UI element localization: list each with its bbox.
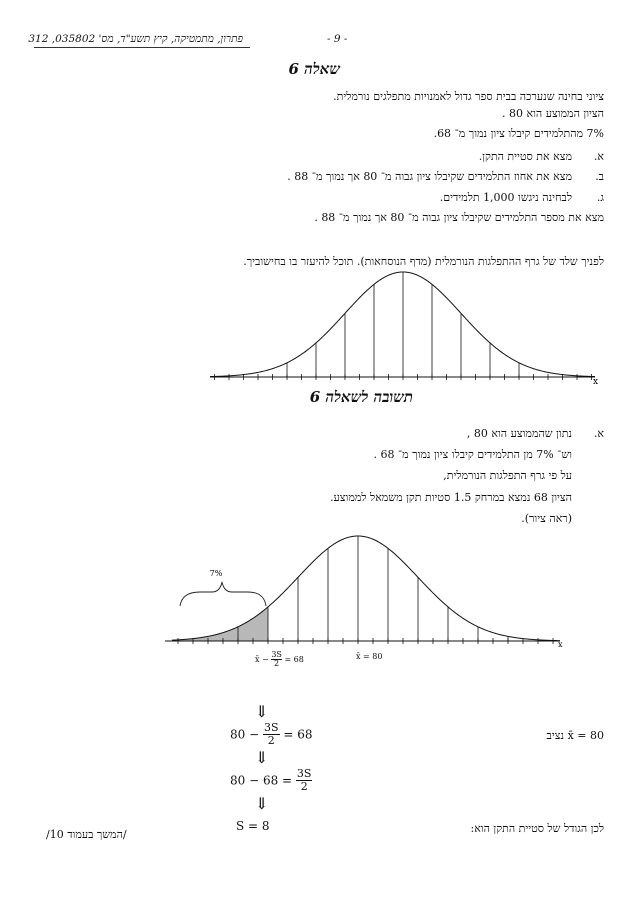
question-line-2: הציון הממוצע הוא 80 . — [502, 107, 604, 120]
question-bell-curve — [200, 265, 610, 390]
answer-line-2: וש־ 7% מן התלמידים קיבלו ציון נמוך מ־ 68 . — [373, 448, 572, 461]
part-c-text: לבחינה ניגשו 1,000 תלמידים. — [439, 191, 572, 204]
part-a-label: א. — [593, 150, 604, 163]
answer-label: א. — [593, 427, 604, 440]
arrow-2: ⇓ — [255, 748, 269, 767]
percent-brace — [180, 582, 266, 606]
part-a-text: מצא את סטיית התקן. — [478, 150, 572, 163]
continued-note: /המשך בעמוד 10/ — [46, 828, 127, 841]
answer-bell-curve — [160, 530, 580, 670]
bell-curve — [210, 272, 595, 377]
derivation-given: x̄ = 80 נציב — [546, 729, 604, 742]
percent-label: 7% — [209, 569, 223, 578]
conclusion-text: לכן הגודל של סטיית התקן הוא: — [470, 822, 604, 835]
question-axis-label: x — [593, 377, 599, 387]
answer-axis-label: x — [558, 640, 563, 649]
answer-line-5: (ראה ציור). — [521, 512, 572, 525]
arrow-3: ⇓ — [255, 794, 269, 813]
answer-line-4: הציון 68 נמצא במרחק 1.5 סטיות תקן משמאל לממוצע. — [330, 491, 572, 504]
part-c-label: ג. — [596, 191, 604, 204]
part-b-label: ב. — [595, 170, 604, 183]
equation-result: S = 8 — [236, 819, 270, 833]
part-c-sub: מצא את מספר התלמידים שקיבלו ציון גבוה מ־ 80 אך נמוך מ־ 88 . — [314, 211, 604, 224]
header-underline — [34, 47, 250, 48]
graph-note: לפניך שלד של גרף ההתפלגות הנורמלית (מדף הנוסחאות). תוכל להיעזר בו בחישוביך. — [243, 255, 604, 268]
answer-line-1: נתון שהממוצע הוא 80 , — [466, 427, 572, 440]
question-line-1: ציוני בחינה שנערכה בבית ספר גדול לאמנויות מתפלגים נורמלית. — [333, 90, 604, 103]
equation-1: 80 − $\frac{3S}{2}$ = 68 — [230, 721, 313, 747]
page-number: - 9 - — [327, 33, 348, 45]
shaded-tail-area — [172, 607, 268, 641]
mean-axis-mark: x̄ = 80 — [356, 652, 383, 661]
bell-curve — [172, 536, 560, 641]
answer-line-3: על פי גרף התפלגות הנורמלית, — [443, 469, 572, 482]
part-b-text: מצא את אחוז התלמידים שקיבלו ציון גבוה מ־ 80 אך נמוך מ־ 88 . — [287, 170, 572, 183]
arrow-1: ⇓ — [255, 702, 269, 721]
answer-title: תשובה לשאלה 6 — [309, 388, 413, 406]
header-info: פתרון, מתמטיקה, קיץ תשע"ד, מס' 035802, 312 — [28, 33, 243, 45]
equation-2: 80 − 68 = $\frac{3S}{2}$ — [230, 767, 312, 793]
question-title: שאלה 6 — [288, 60, 340, 78]
left-axis-mark: x̄ − $\frac{3S}{2}$ = 68 — [255, 650, 304, 668]
question-line-3: 7% מהתלמידים קיבלו ציון נמוך מ־ 68. — [433, 127, 604, 140]
